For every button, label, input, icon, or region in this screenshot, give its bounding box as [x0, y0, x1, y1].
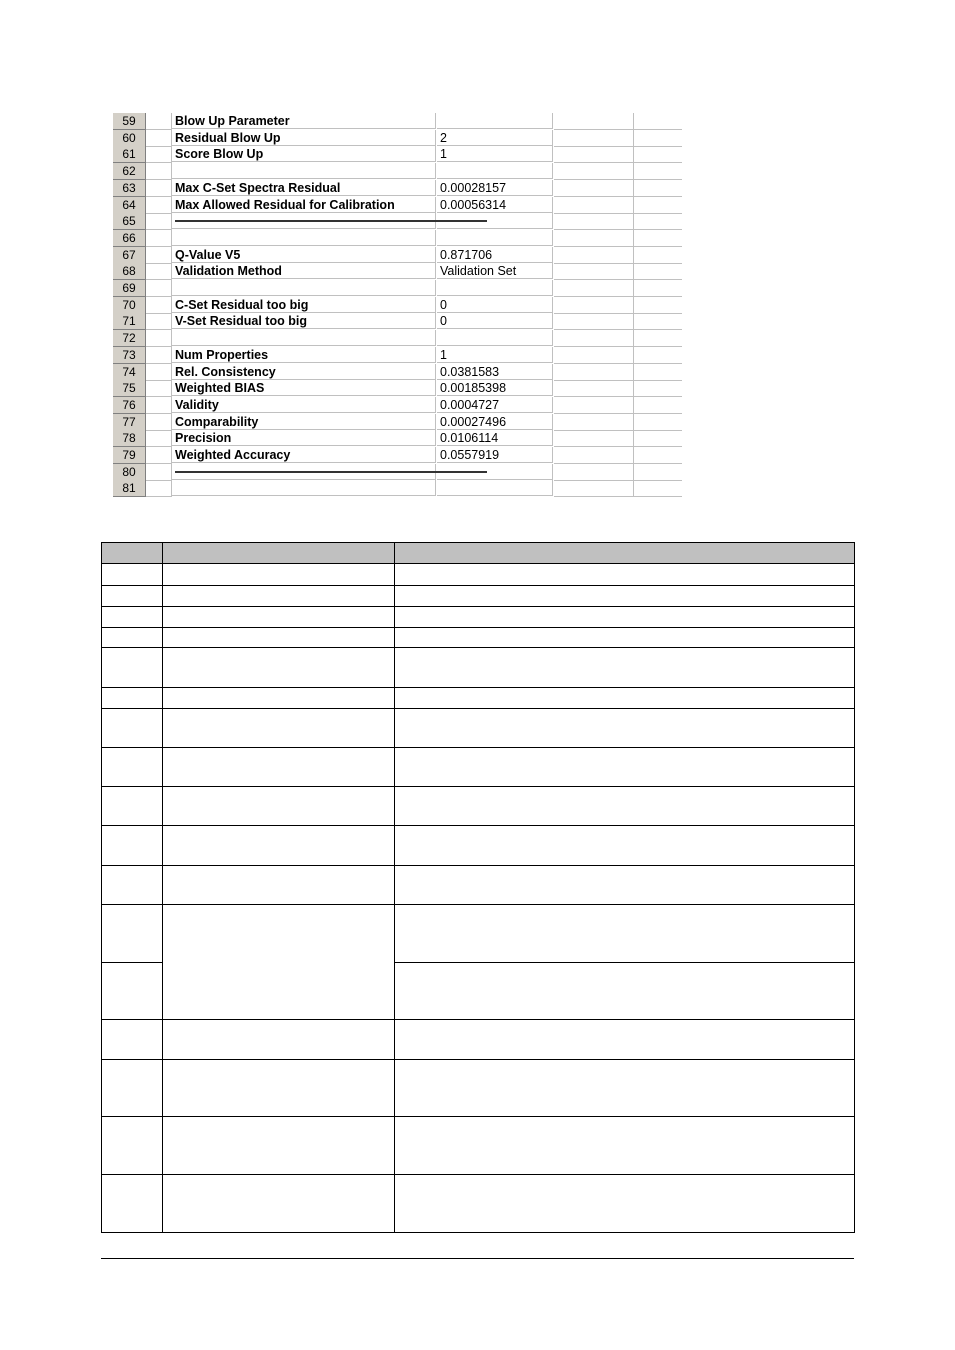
table-cell	[394, 962, 855, 1020]
table-cell	[394, 563, 855, 586]
table-cell	[101, 1059, 163, 1117]
cell-e[interactable]	[634, 397, 682, 414]
cell-e[interactable]	[634, 347, 682, 364]
table-cell	[162, 687, 395, 709]
table-cell	[394, 786, 855, 826]
cell-e[interactable]	[634, 380, 682, 397]
cell-value[interactable]: 0.871706	[437, 247, 553, 263]
sheet-row	[113, 330, 682, 347]
cell-d[interactable]	[554, 297, 634, 314]
cell-e[interactable]	[634, 364, 682, 381]
cell-a[interactable]	[146, 113, 172, 130]
sheet-row	[113, 313, 682, 330]
cell-label[interactable]	[172, 480, 436, 496]
cell-label[interactable]	[172, 163, 436, 179]
sheet-row	[113, 480, 682, 497]
table-cell	[394, 747, 855, 787]
table-cell	[394, 708, 855, 748]
cell-value[interactable]: 0.0004727	[437, 397, 553, 413]
cell-value[interactable]: 0.00028157	[437, 180, 553, 196]
cell-e[interactable]	[634, 263, 682, 280]
table-cell	[162, 1019, 395, 1060]
cell-label[interactable]: Precision	[172, 430, 436, 446]
row-number[interactable]: 61	[113, 146, 146, 163]
cell-d[interactable]	[554, 447, 634, 464]
table-cell	[101, 647, 163, 688]
cell-a[interactable]	[146, 364, 172, 381]
cell-e[interactable]	[634, 230, 682, 247]
spreadsheet-screenshot	[113, 113, 682, 496]
sheet-row	[113, 180, 682, 197]
row-number[interactable]: 78	[113, 430, 146, 447]
table-cell	[394, 627, 855, 648]
cell-value[interactable]	[437, 163, 553, 179]
row-number[interactable]: 65	[113, 213, 146, 230]
sheet-row	[113, 230, 682, 247]
cell-a[interactable]	[146, 330, 172, 347]
cell-label[interactable]: Weighted Accuracy	[172, 447, 436, 463]
cell-e[interactable]	[634, 464, 682, 481]
cell-e[interactable]	[634, 247, 682, 264]
sheet-row	[113, 464, 682, 481]
row-number[interactable]: 79	[113, 447, 146, 464]
sheet-row	[113, 163, 682, 180]
cell-a[interactable]	[146, 197, 172, 214]
cell-label[interactable]: Validation Method	[172, 263, 436, 279]
row-number[interactable]: 71	[113, 313, 146, 330]
table-cell	[101, 1019, 163, 1060]
row-number[interactable]: 80	[113, 464, 146, 481]
table-cell	[101, 563, 163, 586]
table-cell	[101, 747, 163, 787]
cell-a[interactable]	[146, 480, 172, 497]
cell-label[interactable]	[172, 330, 436, 346]
row-number[interactable]: 72	[113, 330, 146, 347]
cell-value[interactable]: 0.0381583	[437, 364, 553, 380]
cell-d[interactable]	[554, 163, 634, 180]
sheet-row	[113, 447, 682, 464]
cell-d[interactable]	[554, 313, 634, 330]
cell-value[interactable]: 1	[437, 146, 553, 162]
table-header-cell	[394, 542, 855, 564]
table-cell	[101, 865, 163, 905]
table-cell	[162, 1174, 395, 1233]
cell-d[interactable]	[554, 380, 634, 397]
cell-e[interactable]	[634, 280, 682, 297]
cell-e[interactable]	[634, 297, 682, 314]
table-cell	[101, 606, 163, 628]
table-header-cell	[162, 542, 395, 564]
description-table	[101, 542, 854, 1233]
table-cell	[162, 627, 395, 648]
cell-e[interactable]	[634, 180, 682, 197]
cell-d[interactable]	[554, 263, 634, 280]
cell-label[interactable]: Q-Value V5	[172, 247, 436, 263]
cell-d[interactable]	[554, 213, 634, 230]
sheet-row	[113, 263, 682, 280]
cell-a[interactable]	[146, 247, 172, 264]
sheet-row	[113, 430, 682, 447]
table-cell	[394, 606, 855, 628]
cell-a[interactable]	[146, 380, 172, 397]
cell-value[interactable]: 0.0106114	[437, 430, 553, 446]
cell-d[interactable]	[554, 347, 634, 364]
cell-a[interactable]	[146, 146, 172, 163]
cell-label[interactable]: Weighted BIAS	[172, 380, 436, 396]
sheet-row	[113, 397, 682, 414]
cell-value[interactable]: 0	[437, 297, 553, 313]
cell-d[interactable]	[554, 330, 634, 347]
table-header-cell	[101, 542, 163, 564]
cell-label[interactable]: V-Set Residual too big	[172, 313, 436, 329]
table-cell	[394, 1116, 855, 1175]
row-number[interactable]: 77	[113, 414, 146, 431]
table-cell	[394, 1059, 855, 1117]
table-cell	[394, 1174, 855, 1233]
table-cell	[162, 1059, 395, 1117]
table-cell	[394, 865, 855, 905]
table-cell	[394, 647, 855, 688]
cell-value[interactable]: 0.00185398	[437, 380, 553, 396]
sheet-row	[113, 364, 682, 381]
cell-a[interactable]	[146, 230, 172, 247]
row-number[interactable]: 67	[113, 247, 146, 264]
table-cell	[101, 962, 163, 1020]
cell-value[interactable]: 2	[437, 130, 553, 146]
cell-a[interactable]	[146, 163, 172, 180]
row-number[interactable]: 69	[113, 280, 146, 297]
row-number[interactable]: 76	[113, 397, 146, 414]
table-cell	[101, 904, 163, 963]
cell-label[interactable]: Max Allowed Residual for Calibration	[172, 197, 436, 213]
row-number[interactable]: 74	[113, 364, 146, 381]
sheet-row	[113, 213, 682, 230]
row-number[interactable]: 81	[113, 480, 146, 497]
cell-a[interactable]	[146, 447, 172, 464]
cell-d[interactable]	[554, 414, 634, 431]
row-number[interactable]: 68	[113, 263, 146, 280]
cell-label[interactable]: Residual Blow Up	[172, 130, 436, 146]
table-cell	[101, 825, 163, 866]
cell-e[interactable]	[634, 330, 682, 347]
cell-a[interactable]	[146, 263, 172, 280]
table-cell	[162, 606, 395, 628]
sheet-row	[113, 380, 682, 397]
cell-d[interactable]	[554, 180, 634, 197]
cell-value[interactable]	[437, 480, 553, 496]
cell-e[interactable]	[634, 313, 682, 330]
separator-line	[175, 220, 487, 222]
cell-e[interactable]	[634, 130, 682, 147]
sheet-row	[113, 247, 682, 264]
cell-label[interactable]: C-Set Residual too big	[172, 297, 436, 313]
cell-d[interactable]	[554, 480, 634, 497]
cell-value[interactable]	[437, 280, 553, 296]
cell-value[interactable]: 1	[437, 347, 553, 363]
sheet-row	[113, 146, 682, 163]
sheet-row	[113, 347, 682, 364]
table-cell	[394, 687, 855, 709]
table-cell	[162, 563, 395, 586]
table-cell	[162, 708, 395, 748]
cell-d[interactable]	[554, 130, 634, 147]
sheet-row	[113, 280, 682, 297]
cell-label[interactable]: Validity	[172, 397, 436, 413]
cell-label[interactable]: Num Properties	[172, 347, 436, 363]
table-cell	[394, 825, 855, 866]
cell-value[interactable]	[437, 113, 553, 129]
table-cell	[101, 708, 163, 748]
cell-d[interactable]	[554, 197, 634, 214]
cell-label[interactable]	[172, 230, 436, 246]
cell-e[interactable]	[634, 146, 682, 163]
table-cell	[101, 1174, 163, 1233]
cell-value[interactable]: 0	[437, 313, 553, 329]
row-number[interactable]: 75	[113, 380, 146, 397]
cell-a[interactable]	[146, 130, 172, 147]
table-cell	[101, 585, 163, 607]
table-cell	[101, 786, 163, 826]
cell-d[interactable]	[554, 430, 634, 447]
cell-a[interactable]	[146, 414, 172, 431]
table-cell	[101, 687, 163, 709]
table-cell	[394, 585, 855, 607]
table-cell	[162, 1116, 395, 1175]
row-number[interactable]: 73	[113, 347, 146, 364]
table-cell	[101, 627, 163, 648]
row-number[interactable]: 66	[113, 230, 146, 247]
cell-e[interactable]	[634, 163, 682, 180]
cell-value[interactable]	[437, 330, 553, 346]
cell-a[interactable]	[146, 297, 172, 314]
cell-d[interactable]	[554, 113, 634, 130]
table-cell	[162, 825, 395, 866]
footer-rule	[101, 1258, 854, 1259]
cell-e[interactable]	[634, 447, 682, 464]
row-number[interactable]: 59	[113, 113, 146, 130]
cell-d[interactable]	[554, 146, 634, 163]
sheet-row	[113, 130, 682, 147]
cell-a[interactable]	[146, 180, 172, 197]
cell-d[interactable]	[554, 364, 634, 381]
cell-value[interactable]: 0.0557919	[437, 447, 553, 463]
cell-value[interactable]: 0.00027496	[437, 414, 553, 430]
cell-value[interactable]: Validation Set	[437, 263, 553, 279]
row-number[interactable]: 60	[113, 130, 146, 147]
row-number[interactable]: 63	[113, 180, 146, 197]
cell-d[interactable]	[554, 247, 634, 264]
cell-d[interactable]	[554, 397, 634, 414]
cell-e[interactable]	[634, 213, 682, 230]
sheet-row	[113, 197, 682, 214]
table-cell	[162, 904, 395, 1020]
table-cell	[162, 747, 395, 787]
cell-e[interactable]	[634, 113, 682, 130]
row-number[interactable]: 70	[113, 297, 146, 314]
cell-d[interactable]	[554, 280, 634, 297]
cell-a[interactable]	[146, 347, 172, 364]
cell-e[interactable]	[634, 480, 682, 497]
cell-label[interactable]: Rel. Consistency	[172, 364, 436, 380]
cell-a[interactable]	[146, 464, 172, 481]
cell-a[interactable]	[146, 280, 172, 297]
cell-value[interactable]: 0.00056314	[437, 197, 553, 213]
sheet-row	[113, 414, 682, 431]
table-cell	[394, 904, 855, 963]
table-cell	[162, 647, 395, 688]
table-cell	[101, 1116, 163, 1175]
cell-label[interactable]: Max C-Set Spectra Residual	[172, 180, 436, 196]
cell-a[interactable]	[146, 430, 172, 447]
row-number[interactable]: 64	[113, 197, 146, 214]
table-cell	[162, 865, 395, 905]
table-cell	[162, 585, 395, 607]
cell-e[interactable]	[634, 197, 682, 214]
row-number[interactable]: 62	[113, 163, 146, 180]
cell-label[interactable]: Score Blow Up	[172, 146, 436, 162]
cell-a[interactable]	[146, 213, 172, 230]
sheet-row	[113, 297, 682, 314]
cell-label[interactable]	[172, 280, 436, 296]
cell-value[interactable]	[437, 230, 553, 246]
cell-label[interactable]: Blow Up Parameter	[172, 113, 436, 129]
cell-d[interactable]	[554, 464, 634, 481]
cell-a[interactable]	[146, 397, 172, 414]
table-cell	[162, 786, 395, 826]
sheet-row	[113, 113, 682, 130]
table-cell	[394, 1019, 855, 1060]
cell-e[interactable]	[634, 430, 682, 447]
cell-d[interactable]	[554, 230, 634, 247]
cell-label[interactable]: Comparability	[172, 414, 436, 430]
cell-a[interactable]	[146, 313, 172, 330]
separator-line	[175, 471, 487, 473]
cell-e[interactable]	[634, 414, 682, 431]
